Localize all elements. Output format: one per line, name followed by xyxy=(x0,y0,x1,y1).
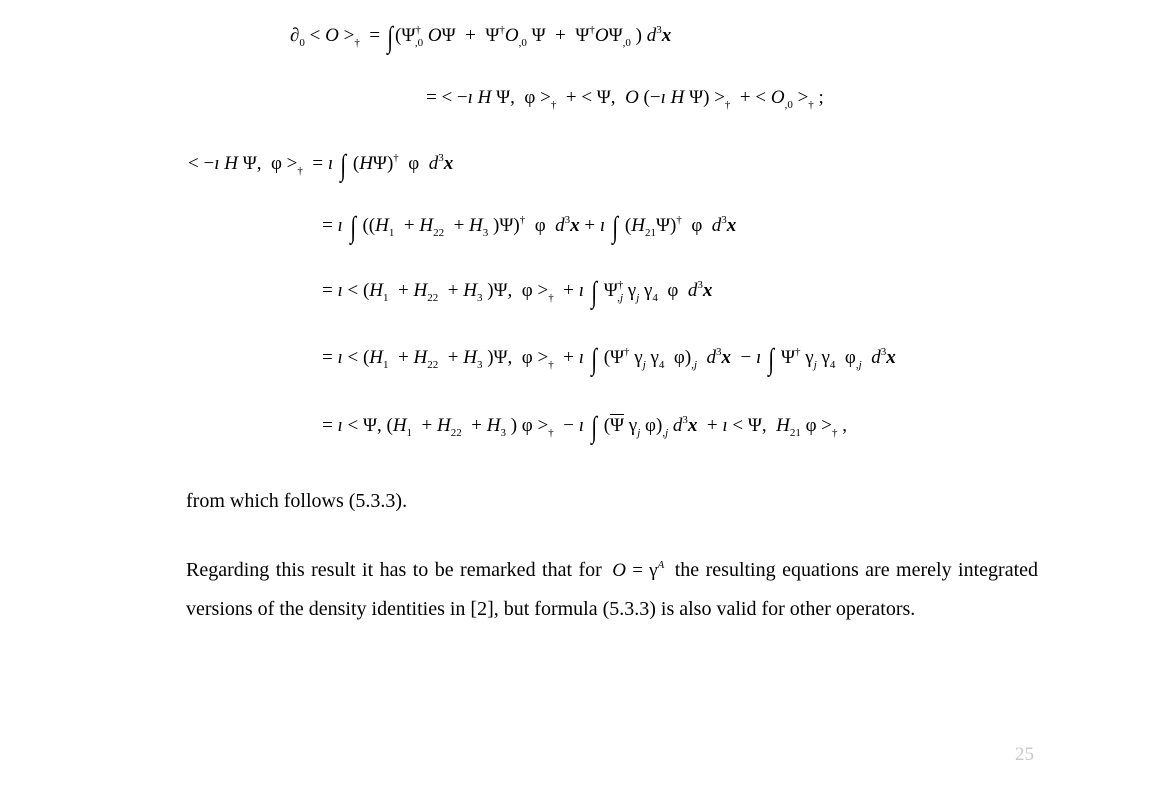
equation-3: < −ı H Ψ, $\varphi >_\dagger$ = ı ∫ (HΨ)† φ $d^3x$ xyxy=(188,149,454,182)
paragraph-text-start: Regarding this result it has to be remarked that for xyxy=(186,559,602,581)
body-text-paragraph xyxy=(186,546,1038,628)
equation-1: $\partial_0 < O >_\dagger$ = ∫ ($\Psi^\dagger_{,0}$ $O\Psi + \Psi^\dagger O_{,0}$ $\Psi + \Psi^\dagger O\Psi_{,0}$ ) $d^3x$ xyxy=(290,21,672,54)
equation-7: = ı < Ψ, ($H_1 + H_{22} + H_3$ ) $\varphi >_\dagger$ − ı ∫ ($\overline{\Psi}$ $\gamma_j$ $\varphi)_{,j}$ $d^3x$ + ı < Ψ, $H_{21}$ $\varphi >_\dagger$ , xyxy=(322,411,848,444)
page-number: 25 xyxy=(1015,744,1034,765)
equation-4: = ı ∫ (($H_1 + H_{22} + H_3$ )Ψ)† φ $d^3x$ + ı ∫ $(H_{21}\Psi)^\dagger$ φ $d^3x$ xyxy=(322,211,737,244)
equation-2: = < −ı H Ψ, $\varphi >_\dagger$ + < Ψ, O (−ı H $\Psi) >_\dagger$ + < $O_{,0} >_\dagger$ ; xyxy=(426,87,824,111)
paragraph-text-end: the resulting equations are merely integrated versions of the density identities in [2], but formula (5.3.3) is also valid for other operators. xyxy=(186,559,1039,620)
inline-formula: $O = \gamma^A$ xyxy=(612,559,665,581)
equation-5: = ı < ($H_1 + H_{22} + H_3$ )Ψ, $\varphi >_\dagger$ + ı ∫ $\Psi^\dagger_{,j}$ $\gamma_j$ $\gamma_4$ φ $d^3x$ xyxy=(322,276,713,309)
equation-6: = ı < ($H_1 + H_{22} + H_3$ )Ψ, $\varphi >_\dagger$ + ı ∫ (Ψ† $\gamma_j$ $\gamma_4$ $\varphi)_{,j}$ $d^3x$ − ı ∫ Ψ† $\gamma_j$ $\gamma_4$ $\varphi_{,j}$ $d^3x$ xyxy=(322,343,896,376)
body-text-follows: from which follows (5.3.3). xyxy=(186,490,408,512)
